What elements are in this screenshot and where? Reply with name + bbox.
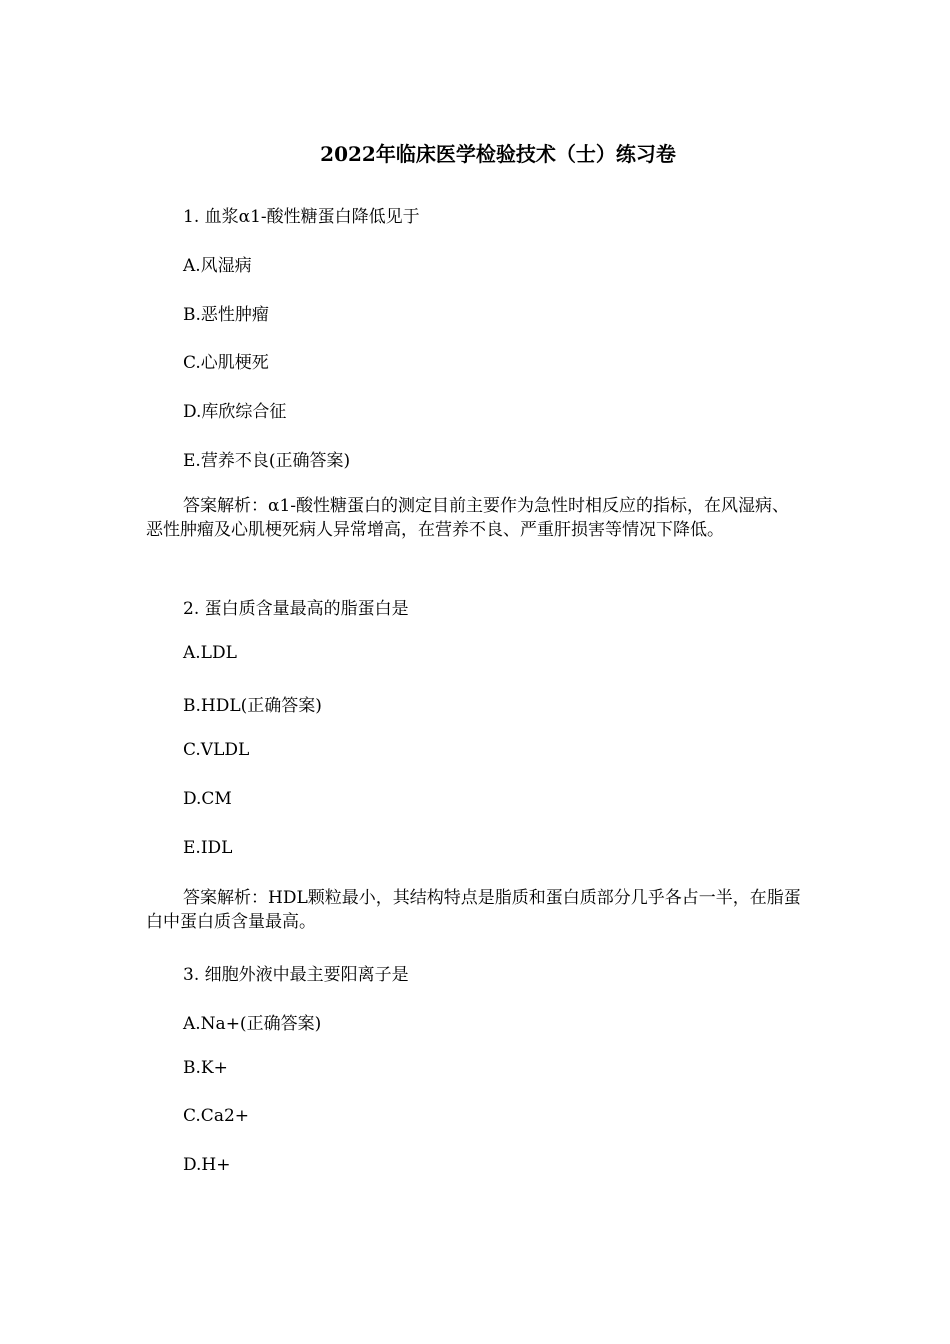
question-2-option-b: B.HDL(正确答案): [183, 696, 322, 716]
question-2-option-d: D.CM: [183, 789, 232, 809]
question-2-option-a: A.LDL: [183, 643, 237, 663]
document-title: 2022年临床医学检验技术（士）练习卷: [320, 142, 676, 166]
question-3-option-a: A.Na+(正确答案): [183, 1014, 322, 1034]
question-3-stem: 3. 细胞外液中最主要阳离子是: [183, 965, 409, 985]
question-1-explanation: 答案解析：α1-酸性糖蛋白的测定目前主要作为急性时相反应的指标，在风湿病、恶性肿瘤及心肌梗死病人异常增高，在营养不良、严重肝损害等情况下降低。: [146, 496, 790, 540]
question-3-option-b: B.K+: [183, 1058, 228, 1078]
question-1-option-a: A.风湿病: [183, 256, 252, 276]
question-2-explanation: 答案解析：HDL颗粒最小，其结构特点是脂质和蛋白质部分几乎各占一半，在脂蛋白中蛋白质含量最高。: [146, 888, 801, 932]
question-3-option-d: D.H+: [183, 1155, 231, 1175]
question-1-option-b: B.恶性肿瘤: [183, 305, 269, 325]
question-2-option-e: E.IDL: [183, 838, 233, 858]
question-2-option-c: C.VLDL: [183, 740, 250, 760]
question-1-option-c: C.心肌梗死: [183, 353, 269, 373]
question-1-stem: 1. 血浆α1-酸性糖蛋白降低见于: [183, 207, 420, 227]
question-3-option-c: C.Ca2+: [183, 1106, 250, 1126]
question-1-option-d: D.库欣综合征: [183, 402, 287, 422]
question-1-option-e: E.营养不良(正确答案): [183, 451, 351, 471]
question-2-stem: 2. 蛋白质含量最高的脂蛋白是: [183, 599, 409, 619]
